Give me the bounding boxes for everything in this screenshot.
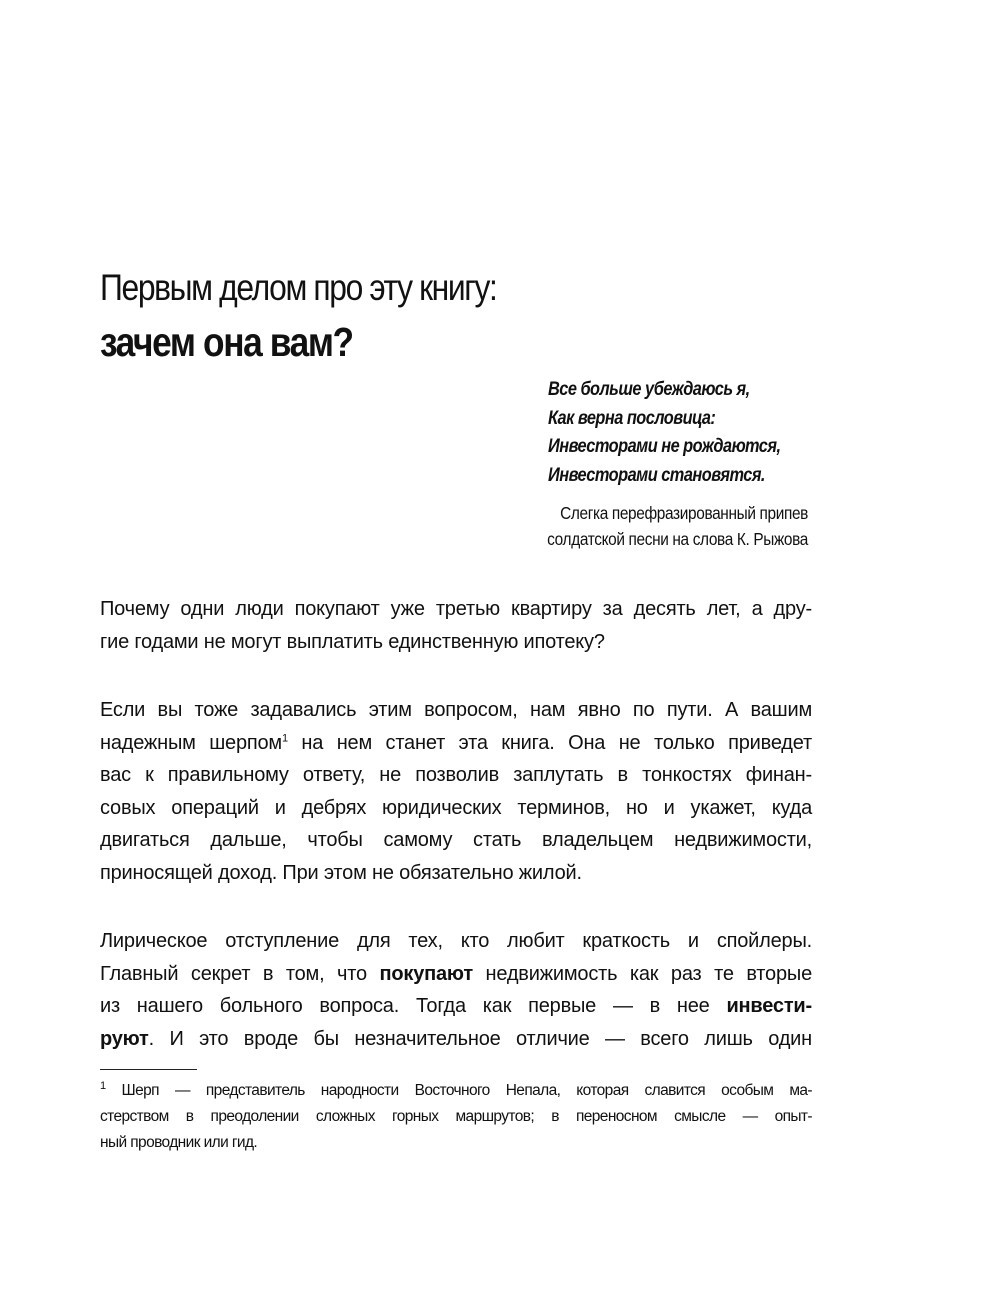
paragraph-line: [100, 727, 812, 760]
paragraph-line: двигаться дальше, чтобы самому стать владельцем недвижимости,: [100, 829, 812, 851]
text-fragment: недвижимость как раз те вторые: [472, 962, 812, 985]
paragraph-line: [100, 1023, 812, 1056]
text-fragment: надежным шерпом: [100, 731, 282, 754]
paragraph-line: Лирическое отступление для тех, кто любит краткость и спойлеры.: [100, 930, 812, 952]
paragraph-line: гие годами не могут выплатить единственную ипотеку?: [100, 630, 605, 653]
paragraph-2: [100, 694, 812, 889]
footnote: [100, 1078, 812, 1156]
bold-text: покупают: [379, 962, 473, 985]
bold-text: руют: [100, 1027, 149, 1050]
epigraph-line: Все больше убеждаюсь я,: [548, 379, 750, 400]
epigraph-source-line: Слегка перефразированный припев: [560, 503, 808, 523]
chapter-title-line2: зачем она вам?: [100, 319, 353, 365]
text-fragment: на нем станет эта книга. Она не только приведет: [287, 731, 812, 754]
chapter-title-line1: Первым делом про эту книгу:: [100, 267, 497, 308]
paragraph-line: приносящей доход. При этом не обязательно жилой.: [100, 861, 582, 884]
paragraph-line: совых операций и дебрях юридических терминов, но и укажет, куда: [100, 796, 812, 819]
bold-text: инвести-: [726, 995, 812, 1017]
text-fragment: Главный секрет в том, что: [100, 962, 380, 985]
paragraph-line: Если вы тоже задавались этим вопросом, нам явно по пути. А вашим: [100, 699, 812, 721]
epigraph: [548, 376, 848, 490]
footnote-mark: 1: [100, 1079, 106, 1092]
epigraph-line: Инвесторами становятся.: [548, 464, 765, 486]
paragraph-line: [100, 958, 812, 991]
epigraph-source-line: солдатской песни на слова К. Рыжова: [547, 529, 808, 549]
footnote-reference[interactable]: 1: [282, 731, 288, 744]
paragraph-1: [100, 593, 812, 658]
epigraph-source: [488, 500, 808, 552]
footnote-divider: [100, 1069, 197, 1070]
epigraph-line: Как верна пословица:: [548, 407, 716, 429]
text-fragment: . И это вроде бы незначительное отличие — всего лишь один: [148, 1027, 812, 1050]
text-fragment: из нашего больного вопроса. Тогда как первые — в нее: [100, 995, 727, 1017]
footnote-line: [100, 1078, 812, 1104]
paragraph-line: Почему одни люди покупают уже третью квартиру за десять лет, а дру-: [100, 598, 812, 620]
footnote-line: ный проводник или гид.: [100, 1134, 258, 1151]
paragraph-line: [100, 990, 812, 1023]
paragraph-3: [100, 925, 812, 1055]
paragraph-line: вас к правильному ответу, не позволив заплутать в тонкостях финан-: [100, 764, 812, 786]
footnote-line: стерством в преодолении сложных горных маршрутов; в переносном смысле — опыт-: [100, 1108, 812, 1125]
epigraph-line: Инвесторами не рождаются,: [548, 436, 781, 457]
text-fragment: Шерп — представитель народности Восточного Непала, которая славится особым ма-: [105, 1082, 812, 1099]
